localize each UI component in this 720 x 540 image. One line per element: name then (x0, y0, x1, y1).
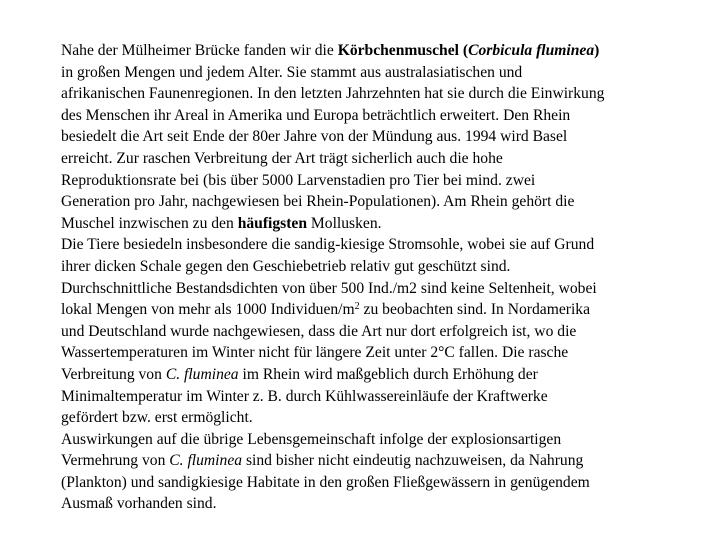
species-abbrev-name: C. fluminea (169, 452, 243, 470)
text-line: Minimaltemperatur im Winter z. B. durch Kühlwassereinläufe der Kraftwerke (61, 387, 548, 405)
text-line (61, 299, 701, 321)
emphasis-text: häufigsten (237, 214, 308, 232)
text-line: Ausmaß vorhanden sind. (61, 495, 217, 513)
superscript: 2 (354, 301, 360, 313)
text-line: in großen Mengen und jedem Alter. Sie stammt aus australasiatischen und (61, 63, 523, 81)
paragraph-effects (61, 429, 701, 515)
text-run: zu beobachten sind. In Nordamerika (359, 301, 590, 319)
paragraph-distribution (61, 40, 701, 234)
text-line (61, 213, 701, 235)
text-line: Generation pro Jahr, nachgewiesen bei Rhein-Populationen). Am Rhein gehört die (61, 193, 575, 211)
text-line (61, 40, 701, 62)
document-body (61, 40, 701, 515)
text-line: Durchschnittliche Bestandsdichten von über 500 Ind./m2 sind keine Seltenheit, wobei (61, 279, 597, 297)
text-line: Wassertemperaturen im Winter nicht für längere Zeit unter 2°C fallen. Die rasche (61, 344, 569, 362)
text-line: des Menschen ihr Areal in Amerika und Europa beträchtlich erweitert. Den Rhein (61, 106, 571, 124)
species-common-name: Körbchenmuschel (337, 42, 459, 59)
text-run: Nahe der Mülheimer Brücke fanden wir die (61, 42, 338, 59)
paragraph-habitat (61, 234, 701, 428)
text-line: (Plankton) und sandigkiesige Habitate in den großen Fließgewässern in genügendem (61, 473, 590, 491)
text-run: Verbreitung von (61, 365, 166, 383)
text-line: und Deutschland wurde nachgewiesen, dass die Art nur dort erfolgreich ist, wo die (61, 322, 577, 340)
species-abbrev-name: C. fluminea (165, 365, 239, 383)
text-line: Auswirkungen auf die übrige Lebensgemeinschaft infolge der explosionsartigen (61, 430, 562, 448)
text-line (61, 364, 701, 386)
text-line (61, 450, 701, 472)
text-run: sind bisher nicht eindeutig nachzuweisen, da Nahrung (242, 452, 584, 470)
text-line: erreicht. Zur raschen Verbreitung der Art trägt sicherlich auch die hohe (61, 149, 503, 167)
text-run: Muschel inzwischen zu den (61, 214, 238, 232)
text-line: besiedelt die Art seit Ende der 80er Jahre von der Mündung aus. 1994 wird Basel (61, 128, 568, 146)
text-run: Mollusken. (307, 214, 382, 232)
text-run: ) (594, 42, 600, 59)
text-line: ihrer dicken Schale gegen den Geschiebetrieb relativ gut geschützt sind. (61, 257, 511, 275)
text-line: Reproduktionsrate bei (bis über 5000 Larvenstadien pro Tier bei mind. zwei (61, 171, 536, 189)
text-line: gefördert bzw. erst ermöglicht. (61, 409, 253, 427)
text-run: lokal Mengen von mehr als 1000 Individuen/m (61, 301, 355, 319)
text-run: ( (458, 42, 469, 59)
text-line: afrikanischen Faunenregionen. In den letzten Jahrzehnten hat sie durch die Einwirkung (61, 85, 605, 103)
text-line: Die Tiere besiedeln insbesondere die sandig-kiesige Stromsohle, wobei sie auf Grund (61, 236, 595, 254)
species-scientific-name: Corbicula fluminea (468, 42, 595, 59)
text-run: im Rhein wird maßgeblich durch Erhöhung der (238, 365, 538, 383)
text-run: Vermehrung von (61, 452, 170, 470)
